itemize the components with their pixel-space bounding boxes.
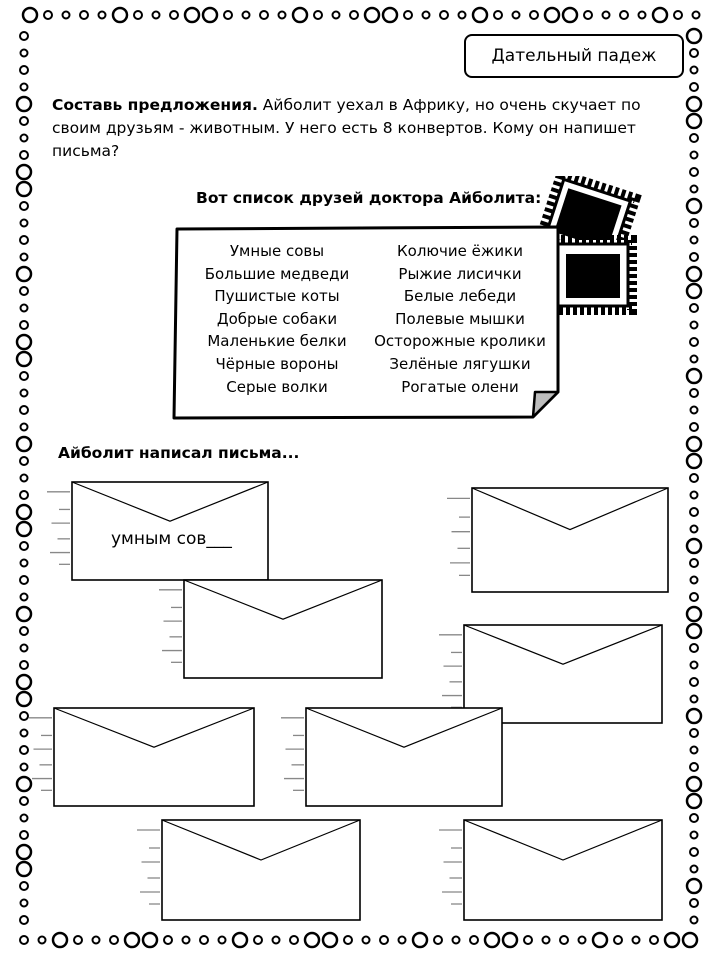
list-item: Колючие ёжики bbox=[397, 242, 523, 260]
task-heading: Составь предложения. bbox=[52, 96, 258, 114]
envelope-2 bbox=[440, 486, 670, 594]
list-item: Белые лебеди bbox=[403, 287, 517, 306]
envelope-3 bbox=[152, 578, 384, 680]
list-item: Маленькие белки bbox=[207, 332, 347, 351]
task-instructions bbox=[52, 94, 652, 163]
envelope-5 bbox=[22, 706, 256, 808]
topic-label bbox=[464, 34, 684, 78]
topic-text: Дательный падеж bbox=[491, 46, 657, 66]
list-item: Рыжие лисички bbox=[398, 264, 522, 283]
list-item: Осторожные кролики bbox=[374, 332, 546, 351]
example-answer: умным сов___ bbox=[111, 529, 232, 549]
letters-title: Айболит написал письма... bbox=[58, 444, 300, 462]
envelope-6 bbox=[274, 706, 504, 808]
list-item: Умные совы bbox=[229, 242, 325, 260]
task-text: Айболит уехал в Африку, но очень скучает по своим друзьям - животным. У него есть 8 конвертов. Кому он напишет письма? bbox=[52, 96, 641, 160]
list-item: Полевые мышки bbox=[395, 309, 525, 328]
list-item: Рогатые олени bbox=[401, 377, 519, 396]
list-item: Добрые собаки bbox=[216, 309, 338, 328]
envelope-8 bbox=[432, 818, 664, 922]
list-item: Чёрные вороны bbox=[215, 354, 339, 373]
list-item: Пушистые коты bbox=[214, 287, 340, 306]
list-item: Зелёные лягушки bbox=[389, 354, 531, 373]
friends-list-left bbox=[192, 240, 362, 398]
list-item: Серые волки bbox=[226, 377, 328, 396]
list-item: Большие медведи bbox=[204, 264, 350, 283]
envelope-7 bbox=[130, 818, 362, 922]
friends-list-title: Вот список друзей доктора Айболита: bbox=[196, 189, 542, 207]
friends-list-right bbox=[368, 240, 552, 398]
friends-list-card bbox=[170, 222, 565, 420]
